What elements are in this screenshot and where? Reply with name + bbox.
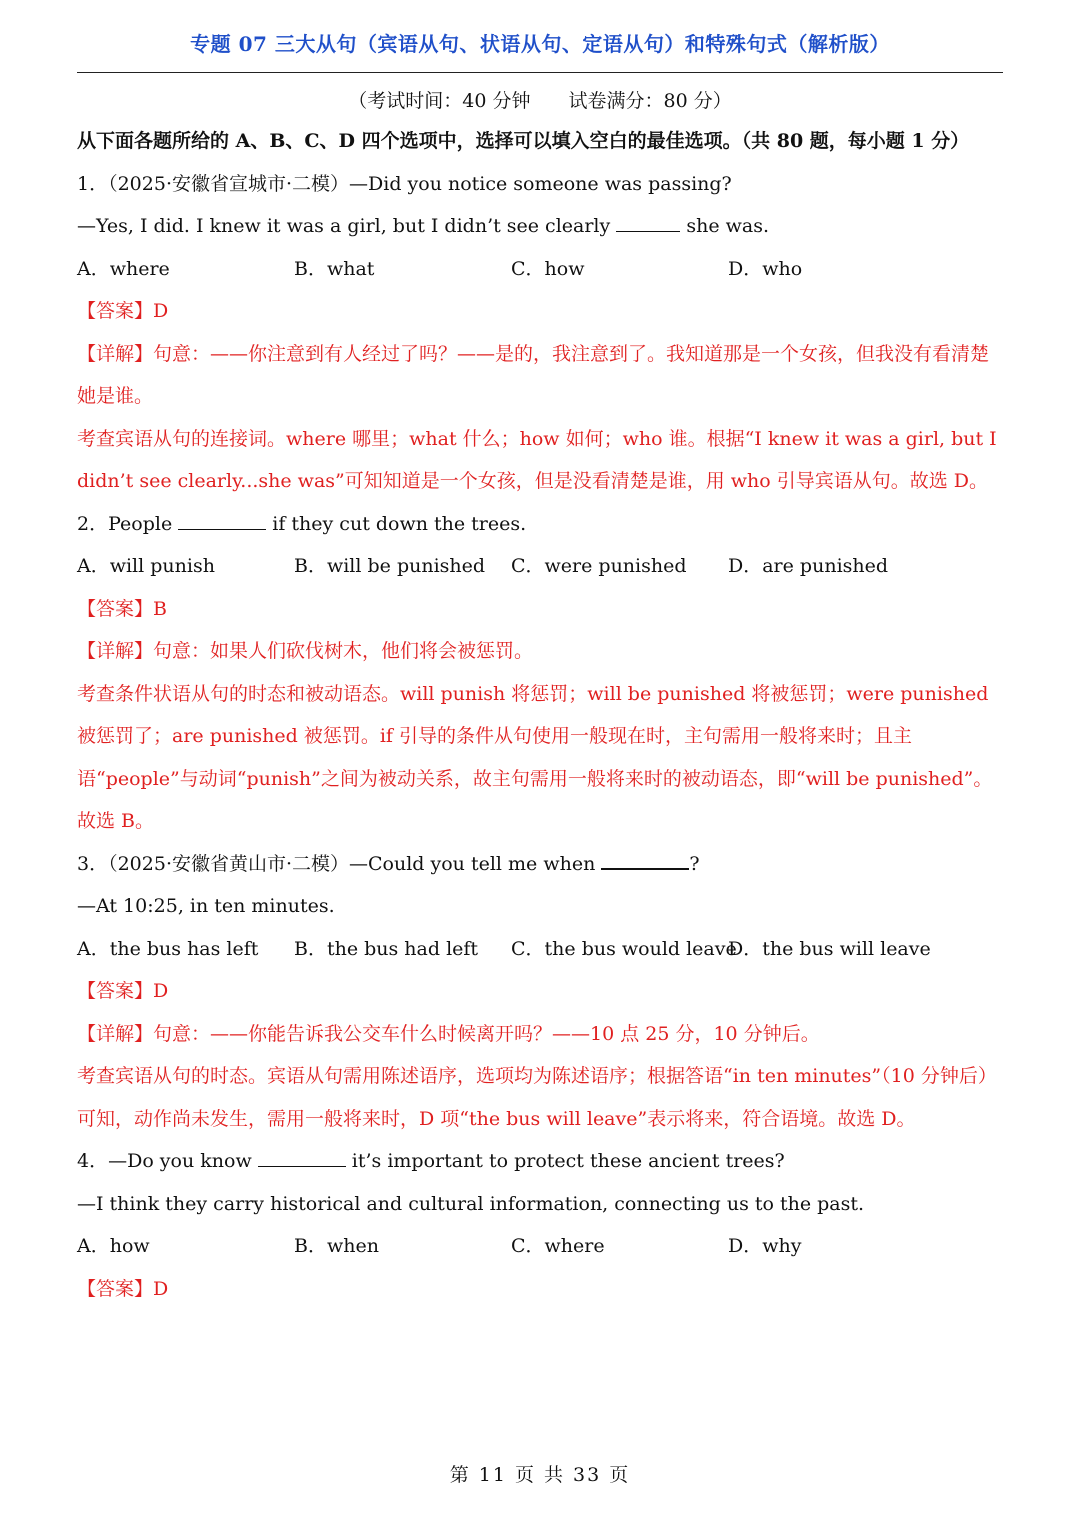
option-b: B．the bus had left [294,937,479,960]
question-3-stem-text: 3．（2025·安徽省黄山市·二模）—Could you tell me when [77,852,602,875]
question-2-answer: 【答案】B [77,597,167,620]
answer-blank [601,849,689,870]
question-1-stem: 1．（2025·安徽省宣城市·二模）—Did you notice someone was passing? [77,172,732,195]
question-3-explanation-2: 考查宾语从句的时态。宾语从句需用陈述语序，选项均为陈述语序；根据答语“in ten minutes”（10 分钟后）可知，动作尚未发生，需用一般将来时，D 项“the bus will leave”表示将来，符合语境。故选 D。 [77,1065,997,1130]
option-c: C．were punished [511,555,687,577]
question-3-line2: —At 10:25, in ten minutes. [77,895,335,917]
question-2-explanation-1: 【详解】句意：如果人们砍伐树木，他们将会被惩罚。 [77,640,534,662]
option-c: C．where [511,1235,605,1257]
answer-blank [258,1147,346,1167]
page-footer: 第 11 页 共 33 页 [449,1464,631,1486]
option-b: B．when [294,1235,379,1257]
question-3-options [77,928,1003,971]
question-1-explanation-2: 考查宾语从句的连接词。where 哪里；what 什么；how 如何；who 谁。根据“I knew it was a girl, but I didn’t see clearly...she was”可知知道是一个女孩，但是没看清楚是谁，用 who 引导宾语从句。故选 D。 [77,427,997,492]
question-4-stem [77,1140,1003,1183]
question-3-explanation-1: 【详解】句意：——你能告诉我公交车什么时候离开吗？——10 点 25 分，10 分钟后。 [77,1022,820,1045]
header-divider [77,72,1003,73]
question-4-line2: —I think they carry historical and cultural information, connecting us to the past. [77,1192,865,1215]
question-2-explanation-2: 考查条件状语从句的时态和被动语态。will punish 将惩罚；will be punished 将被惩罚；were punished 被惩罚了；are punished 被惩罚。if 引导的条件从句使用一般现在时，主句需用一般将来时；且主语“people”与动词“punish”之间为被动关系，故主句需用一般将来时的被动语态，即“will be punished”。故选 B。 [77,682,993,832]
option-b: B．what [294,257,375,280]
instructions: 从下面各题所给的 A、B、C、D 四个选项中，选择可以填入空白的最佳选项。（共 80 题，每小题 1 分） [77,130,970,152]
page-header-title: 专题 07 三大从句（宾语从句、状语从句、定语从句）和特殊句式（解析版） [190,32,890,56]
question-1-line2-tail: she was. [680,215,769,237]
question-2-stem-text: 2．People [77,512,179,535]
question-4-stem-tail: it’s important to protect these ancient trees? [345,1150,785,1172]
question-2-stem [77,503,1003,546]
option-d: D．the bus will leave [728,937,931,960]
option-c: C．the bus would leave [511,937,737,960]
question-2-stem-tail: if they cut down the trees. [266,512,527,535]
question-3-answer: 【答案】D [77,980,169,1002]
option-d: D．who [728,257,803,280]
question-3-stem [77,843,1003,886]
option-a: A．how [77,1235,150,1257]
answer-blank [616,212,680,232]
option-b: B．will be punished [294,555,486,577]
question-3-stem-tail: ? [689,852,700,875]
option-d: D．why [728,1235,802,1257]
question-1-options [77,248,1003,291]
full-score: 试卷满分：80 分） [568,90,732,112]
option-a: A．will punish [77,555,215,577]
option-a: A．the bus has left [77,937,259,960]
option-a: A．where [77,257,170,280]
question-content [77,120,1003,1310]
question-1-explanation-1: 【详解】句意：——你注意到有人经过了吗？——是的，我注意到了。我知道那是一个女孩，但我没有看清楚她是谁。 [77,342,990,407]
option-d: D．are punished [728,555,889,577]
exam-info [0,86,1080,113]
question-4-stem-text: 4．—Do you know [77,1150,258,1172]
option-c: C．how [511,257,585,280]
answer-blank [178,510,266,530]
question-4-options [77,1225,1003,1268]
question-4-answer: 【答案】D [77,1277,169,1300]
question-1-line2 [77,205,1003,248]
question-1-answer: 【答案】D [77,300,169,322]
question-2-options [77,545,1003,588]
exam-time: （考试时间：40 分钟 [348,90,531,112]
question-1-line2-text: —Yes, I did. I knew it was a girl, but I didn’t see clearly [77,215,617,237]
